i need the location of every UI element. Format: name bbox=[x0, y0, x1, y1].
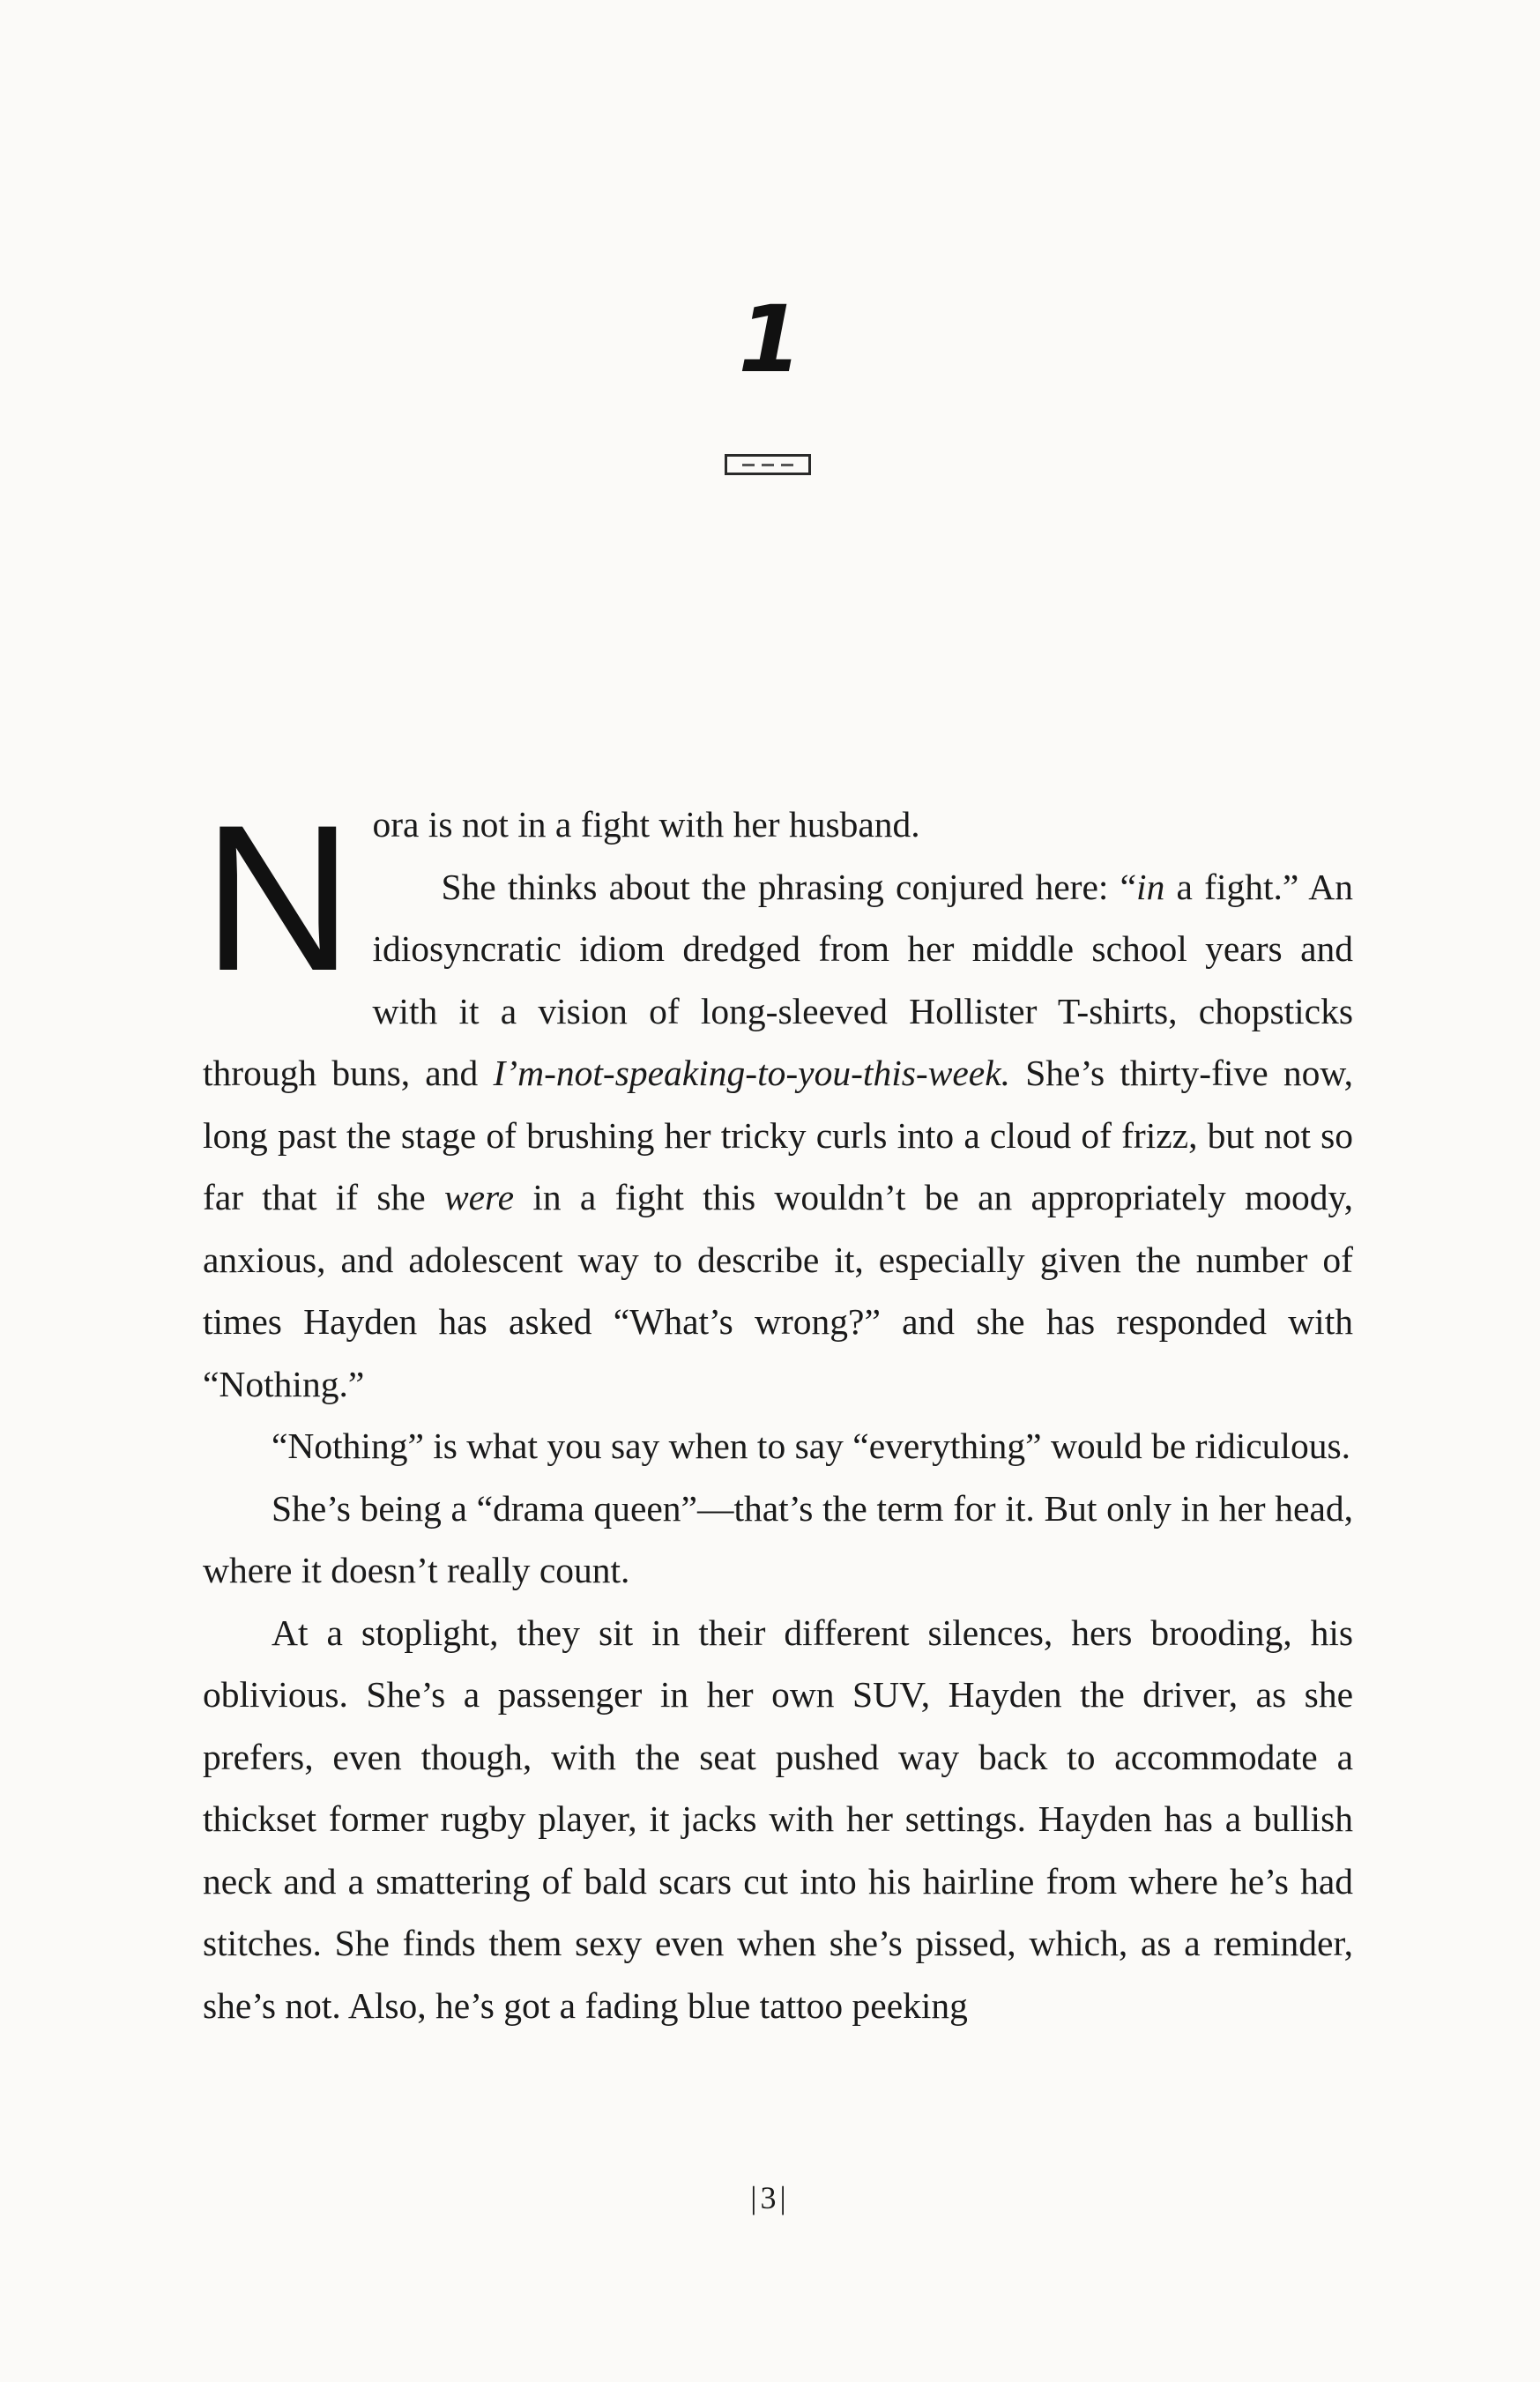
paragraph-1-text: ora is not in a fight with her husband. bbox=[372, 804, 920, 845]
chapter-text bbox=[203, 782, 1354, 2036]
paragraph-2-part-d: in a fight this wouldn’t be an appropriately moody, anxious, and adolescent way to describe it, especially given the number of times Hayden has asked “What’s wrong?” and she has responded with “Nothing.” bbox=[203, 1177, 1353, 1404]
paragraph-2 bbox=[203, 856, 1353, 1416]
ornament-dash bbox=[762, 464, 774, 466]
paragraph-3: “Nothing” is what you say when to say “everything” would be ridiculous. bbox=[272, 1425, 1350, 1466]
chapter-number: 1 bbox=[738, 286, 802, 393]
chapter-ornament bbox=[725, 454, 811, 475]
emphasis-were: were bbox=[443, 1177, 515, 1217]
emphasis-not-speaking: I’m-not-speaking-to-you-this-week. bbox=[493, 1053, 1011, 1093]
paragraph-2-part-b: a fight.” An idiosyncratic idiom dredged from her middle school years and with it a vision of long-sleeved Hollister T-shirts, chopsticks through buns, and bbox=[203, 866, 1354, 1093]
page-number: |3| bbox=[750, 2180, 790, 2215]
ornament-dash bbox=[781, 464, 793, 466]
paragraph-2-part-c: She’s thirty-five now, long past the stage of brushing her tricky curls into a cloud of frizz, but not so far that if she bbox=[203, 1053, 1353, 1217]
paragraph-4: She’s being a “drama queen”—that’s the term for it. But only in her head, where it doesn’t really count. bbox=[203, 1487, 1353, 1590]
ornament-dash bbox=[742, 464, 755, 466]
paragraph-5: At a stoplight, they sit in their different silences, hers brooding, his oblivious. She’s a passenger in her own SUV, Hayden the driver, as she prefers, even though, with the seat pushed way back to accommodate a thickset former rugby player, it jacks with her settings. Hayden has a bullish neck and a smattering of bald scars cut into his hairline from where he’s had stitches. She finds them sexy even when she’s pissed, which, as a reminder, she’s not. Also, he’s got a fading blue tattoo peeking bbox=[203, 1612, 1353, 2026]
emphasis-in: in bbox=[1136, 866, 1165, 907]
drop-cap: N bbox=[203, 782, 353, 1015]
paragraph-2-part-a: She thinks about the phrasing conjured here: “ bbox=[441, 866, 1137, 907]
